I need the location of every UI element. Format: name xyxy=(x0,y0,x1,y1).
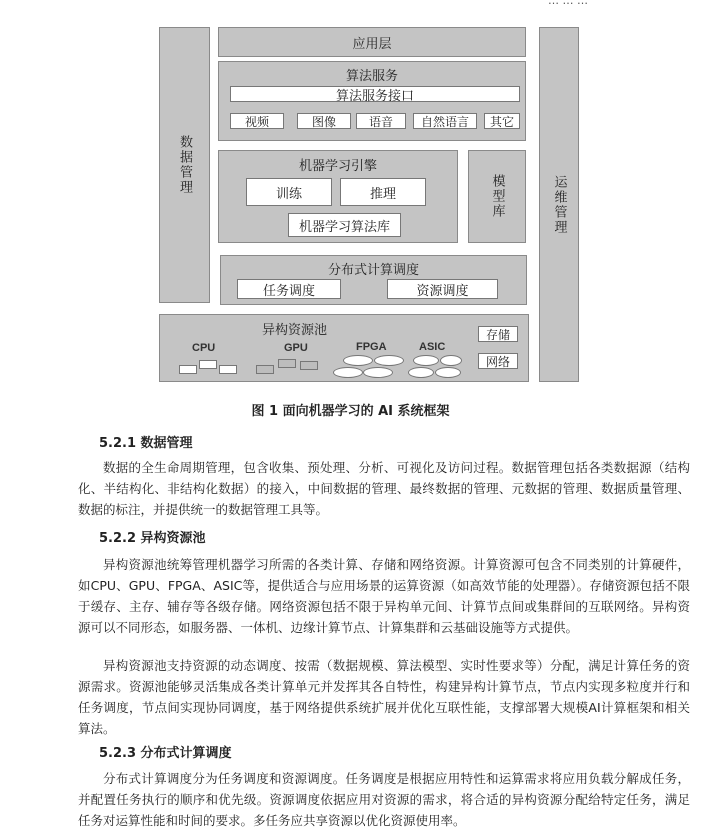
dist-sched-block xyxy=(220,255,527,305)
fpga-unit-3 xyxy=(333,367,363,378)
section-5-2-1-title: 5.2.1 数据管理 xyxy=(99,436,193,451)
asic-unit-2 xyxy=(440,355,462,366)
ops-management-label: 运维管理 xyxy=(551,174,567,235)
hetero-pool-label: 异构资源池 xyxy=(262,323,328,338)
model-library-label: 模型库 xyxy=(489,174,505,219)
task-sched-box: 任务调度 xyxy=(237,279,341,299)
network-box: 网络 xyxy=(478,353,518,369)
fpga-unit-1 xyxy=(343,355,373,366)
header-fragment: … … … xyxy=(548,0,588,7)
ops-management-block xyxy=(539,27,579,382)
section-5-2-1-paragraph: 数据的全生命周期管理，包含收集、预处理、分析、可视化及访问过程。数据管理包括各类数据源（结构化、半结构化、非结构化数据）的接入，中间数据的管理、最终数据的管理、元数据的管理、数据质量管理、数据的标注，并提供统一的数据管理工具等。 xyxy=(78,460,690,517)
figure-caption: 图 1 面向机器学习的 AI 系统框架 xyxy=(251,404,450,419)
asic-unit-1 xyxy=(413,355,439,366)
algo-service-block xyxy=(218,61,526,141)
gpu-chip-2 xyxy=(278,359,296,368)
hetero-pool-block xyxy=(159,314,529,382)
service-other: 其它 xyxy=(484,113,520,129)
service-speech: 语音 xyxy=(356,113,406,129)
cpu-label: CPU xyxy=(192,342,216,354)
section-5-2-3-paragraph: 分布式计算调度分为任务调度和资源调度。任务调度是根据应用特性和运算需求将应用负载分解成任务，并配置任务执行的顺序和优先级。资源调度依据应用对资源的需求，将合适的异构资源分配给特定任务，满足任务对运算性能和时间的要求。多任务应共享资源以优化资源使用率。 xyxy=(78,771,690,828)
framework-diagram xyxy=(0,0,701,400)
asic-unit-3 xyxy=(408,367,434,378)
gpu-chip-3 xyxy=(300,361,318,370)
fpga-unit-4 xyxy=(363,367,393,378)
algo-interface-box: 算法服务接口 xyxy=(230,86,520,102)
data-management-block xyxy=(159,27,210,303)
algo-service-label: 算法服务 xyxy=(345,68,398,84)
inference-box: 推理 xyxy=(340,178,426,206)
gpu-label: GPU xyxy=(284,342,308,354)
cpu-chip-1 xyxy=(179,365,197,374)
service-image: 图像 xyxy=(297,113,351,129)
cpu-chip-2 xyxy=(199,360,217,369)
fpga-label: FPGA xyxy=(356,341,387,353)
section-5-2-2-paragraph-1: 异构资源池统筹管理机器学习所需的各类计算、存储和网络资源。计算资源可包含不同类别的计算硬件，如CPU、GPU、FPGA、ASIC等，提供适合与应用场景的运算资源（如高效节能的处理器）。存储资源包括不限于缓存、主存、辅存等各级存储。网络资源包括不限于异构单元间、计算节点间或集群间的互联网络。异构资源可以不同形态，如服务器、一体机、边缘计算节点、计算集群和云基础设施等方式提供。 xyxy=(78,557,690,635)
ml-library-box: 机器学习算法库 xyxy=(288,213,401,237)
training-box: 训练 xyxy=(246,178,332,206)
service-nlp: 自然语言 xyxy=(413,113,477,129)
res-sched-box: 资源调度 xyxy=(387,279,498,299)
dist-sched-label: 分布式计算调度 xyxy=(327,262,419,278)
section-5-2-2-paragraph-2: 异构资源池支持资源的动态调度、按需（数据规模、算法模型、实时性要求等）分配，满足计算任务的资源需求。资源池能够灵活集成各类计算单元并发挥其各自特性，构建异构计算节点，节点内实现多粒度并行和任务调度，节点间实现协同调度，基于网络提供系统扩展并优化互联性能，支撑部署大规模AI计算框架和相关算法。 xyxy=(78,658,690,736)
app-layer-label: 应用层 xyxy=(352,36,392,52)
cpu-chip-3 xyxy=(219,365,237,374)
ml-engine-block xyxy=(218,150,458,243)
model-library-block xyxy=(468,150,526,243)
gpu-chip-1 xyxy=(256,365,274,374)
data-management-label: 数据管理 xyxy=(177,135,192,195)
asic-label: ASIC xyxy=(419,341,446,353)
app-layer xyxy=(218,27,526,57)
section-5-2-3-title: 5.2.3 分布式计算调度 xyxy=(99,746,232,761)
asic-unit-4 xyxy=(435,367,461,378)
ml-engine-label: 机器学习引擎 xyxy=(298,158,377,174)
fpga-unit-2 xyxy=(374,355,404,366)
service-video: 视频 xyxy=(230,113,284,129)
storage-box: 存储 xyxy=(478,326,518,342)
section-5-2-2-title: 5.2.2 异构资源池 xyxy=(99,531,206,546)
